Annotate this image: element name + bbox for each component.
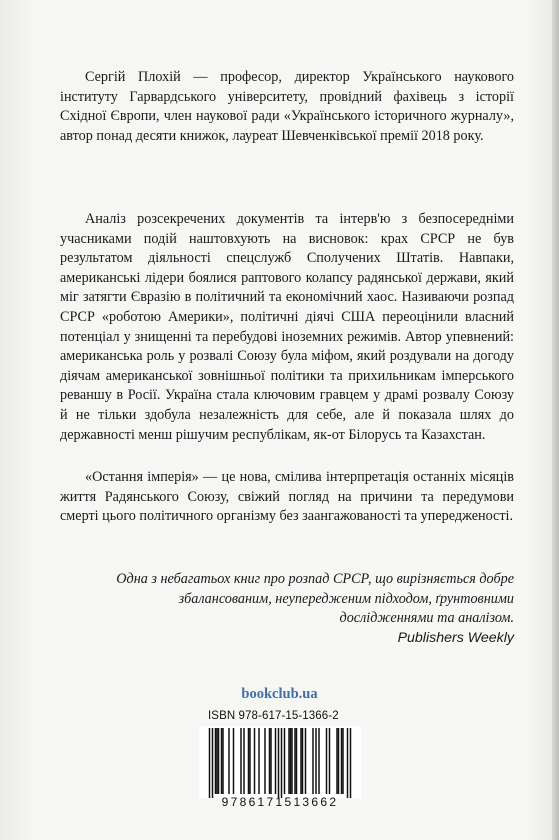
barcode-bar [216, 728, 218, 794]
barcode-bar [222, 728, 224, 794]
barcode-graphic [199, 726, 361, 798]
barcode-bar [329, 728, 331, 794]
barcode-bar [305, 728, 307, 794]
barcode-bar [290, 728, 292, 794]
barcode-bar [240, 728, 242, 794]
barcode-bar [338, 728, 340, 794]
isbn-barcode [199, 726, 361, 798]
barcode-bar [347, 728, 349, 798]
barcode-bar [341, 728, 343, 794]
review-quote-text: Одна з небагатьох книг про розпад СРСР, що вирізняється добре збалансованим, неупередженим підходом, ґрунтовними дослідженнями та аналізом. [116, 571, 514, 627]
isbn-label: ISBN 978-617-15-1366-2 [208, 710, 339, 722]
review-quote [90, 570, 514, 648]
barcode-bar [249, 728, 251, 794]
barcode-bar [350, 728, 352, 798]
barcode-bar [248, 728, 250, 794]
cover-edge [552, 0, 559, 840]
barcode-bar [288, 728, 290, 794]
barcode-bar [212, 728, 214, 798]
description-paragraph-2: «Остання імперія» — це нова, смілива інтерпретація останніх місяців життя Радянського Союзу, свіжий погляд на причини та передумови смерті цього політичного організму без заангажованості та упередженості. [60, 469, 514, 525]
barcode-bar [264, 728, 266, 794]
publisher-website: bookclub.ua [241, 686, 318, 702]
barcode-bar [326, 728, 328, 794]
barcode-bar [300, 728, 302, 794]
barcode-bar [312, 728, 314, 794]
barcode-bar [284, 728, 286, 794]
barcode-bar [254, 728, 256, 794]
barcode-bar [302, 728, 304, 794]
barcode-bar [336, 728, 338, 794]
barcode-bar [258, 728, 260, 794]
review-quote-source: Publishers Weekly [397, 629, 514, 646]
barcode-number: 9786171513662 [221, 795, 339, 809]
author-bio: Сергій Плохій — професор, директор Українського наукового інституту Гарвардського університету, провідний фахівець з історії Східної Європи, член наукової ради «Українського історичного журналу», автор понад десяти книжок, лауреат Шевченківської премії 2018 року. [60, 69, 514, 144]
barcode-bar [221, 728, 223, 794]
barcode-bar [294, 728, 296, 794]
barcode-bar [233, 728, 235, 794]
barcode-bar [275, 728, 277, 794]
barcode-bar [215, 728, 217, 794]
barcode-bar [278, 728, 280, 798]
barcode-bar [218, 728, 220, 794]
description-paragraph-1: Аналіз розсекречених документів та інтерв'ю з безпосередніми учасниками подій наштовхують на висновок: крах СРСР не був результатом діяльності спецслужб Сполучених Штатів. Навпаки, американські лідери боялися раптового колапсу радянської держави, який міг затягти Євразію в політичний та економічний хаос. Називаючи розпад СРСР «роботою Америки», політичні діячі США переоцінили власний потенціал у знищенні та перебудові іноземних режимів. Автор упевнений: американська роль у розвалі Союзу була міфом, який роздували на догоду діячам американської зовнішньої політики та прихильникам імперського реваншу в Росії. Україна стала ключовим гравцем у драмі розвалу Союзу й не тільки здобула незалежність для себе, але й показала шлях до державності менш рішучим республікам, як-от Білорусь та Казахстан. [60, 211, 514, 443]
barcode-bar [318, 728, 320, 794]
barcode-bar [209, 728, 211, 798]
barcode-bar [315, 728, 317, 794]
barcode-bar [281, 728, 283, 798]
barcode-bar [342, 728, 344, 794]
barcode-bar [296, 728, 298, 794]
barcode-bar [243, 728, 245, 794]
barcode-bar [270, 728, 272, 794]
barcode-bar [269, 728, 271, 794]
barcode-bar [228, 728, 230, 794]
barcode-bar [291, 728, 293, 794]
